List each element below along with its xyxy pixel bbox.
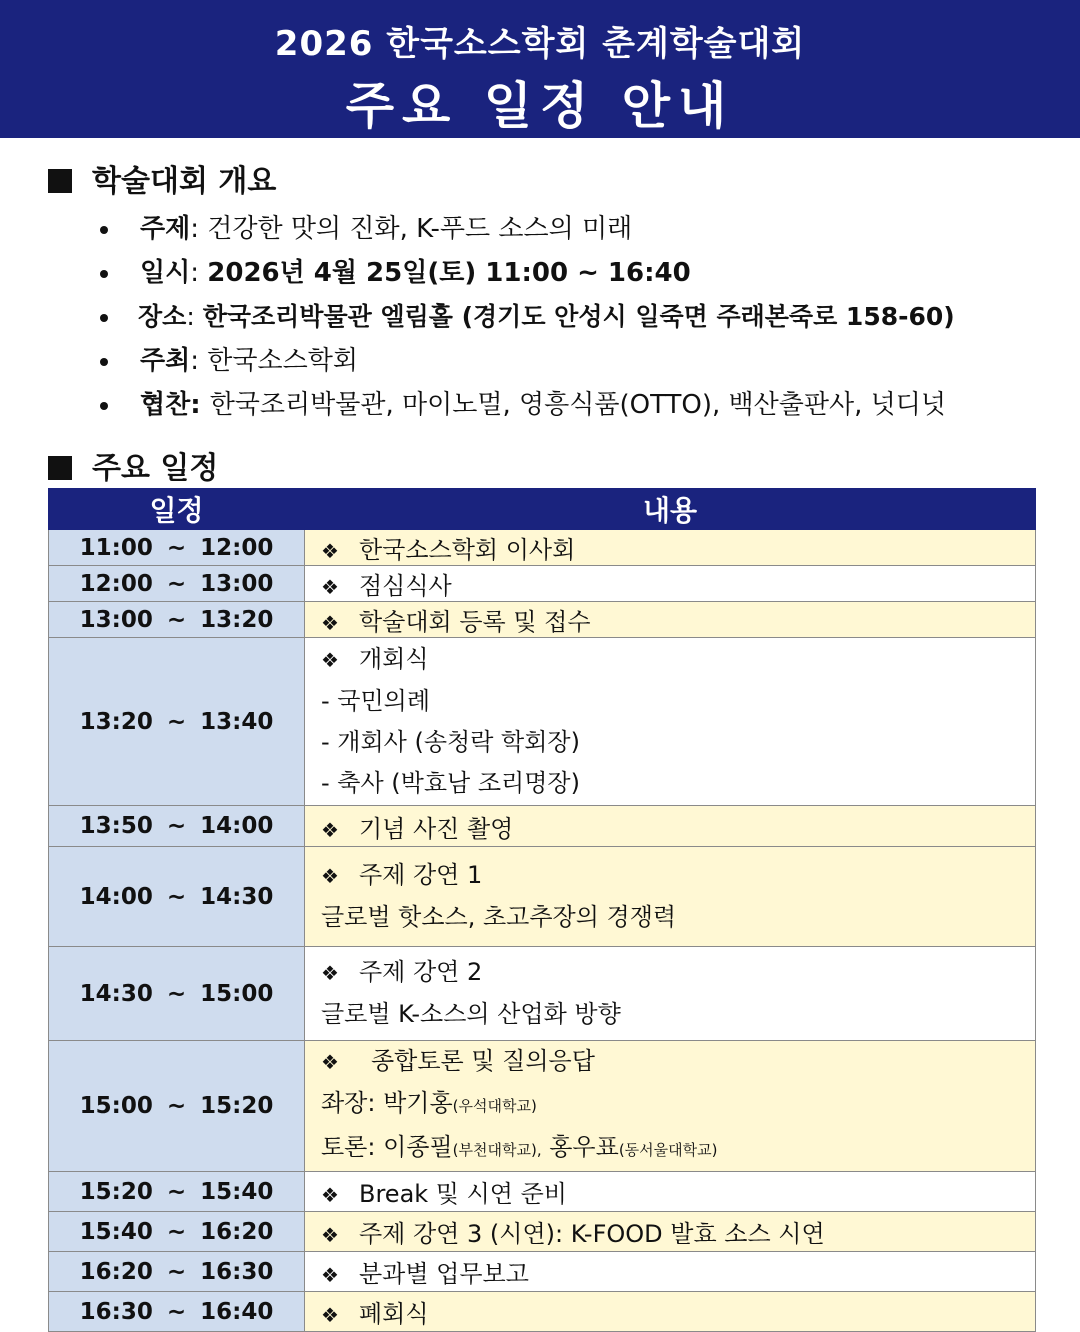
section-schedule-heading [48,443,218,487]
time-cell [49,847,305,947]
table-row [49,1212,1036,1252]
table-header-row [49,489,1036,530]
end-time: 12:00 [200,534,274,561]
time-cell [49,806,305,847]
bullet-icon [100,358,108,366]
datetime-value: 2026년 4월 25일(토) 11:00 ~ 16:40 [207,258,691,288]
time-cell [49,530,305,566]
event-title: 2026 한국소스학회 춘계학술대회 [274,24,806,64]
start-time: 14:30 [79,980,153,1007]
content-cell [305,947,1036,1041]
diamond-bullet-icon: ❖ [321,1050,339,1074]
tilde-separator: ~ [166,1178,187,1205]
session-title: 학술대회 등록 및 접수 [359,608,591,636]
session-title: 점심식사 [359,572,452,600]
time-cell [49,1041,305,1172]
panelist-name: 이종필 [383,1133,453,1161]
end-time: 15:40 [200,1178,274,1205]
content-cell [305,1252,1036,1292]
session-title: 한국소스학회 이사회 [359,536,576,564]
tilde-separator: ~ [166,708,187,735]
content-cell [305,806,1036,847]
content-cell [305,602,1036,638]
tilde-separator: ~ [166,1298,187,1325]
session-detail-line: - 국민의례 [321,687,431,715]
start-time: 14:00 [79,883,153,910]
end-time: 15:00 [200,980,274,1007]
tilde-separator: ~ [166,1093,187,1119]
tilde-separator: ~ [166,1258,187,1285]
venue-value: 한국조리박물관 엘림홀 (경기도 안성시 일죽면 주래본죽로 158-60) [202,302,955,331]
start-time: 15:00 [79,1093,153,1119]
time-cell [49,566,305,602]
end-time: 15:20 [200,1093,274,1119]
diamond-bullet-icon: ❖ [321,539,339,563]
start-time: 16:20 [79,1258,153,1285]
time-cell [49,602,305,638]
start-time: 11:00 [79,534,153,561]
bullet-icon [100,226,108,234]
square-bullet-icon [48,169,72,193]
session-detail-line: - 축사 (박효남 조리명장) [321,769,580,797]
chair-name: 박기홍 [383,1089,453,1117]
host-value: 한국소스학회 [207,346,358,376]
time-cell [49,638,305,806]
tilde-separator: ~ [166,980,187,1007]
diamond-bullet-icon: ❖ [321,961,339,985]
diamond-bullet-icon: ❖ [321,648,339,672]
session-title: 폐회식 [359,1300,429,1328]
time-cell [49,1172,305,1212]
tilde-separator: ~ [166,1218,187,1245]
time-cell [49,1252,305,1292]
session-detail-line: - 개회사 (송청락 학회장) [321,728,580,756]
diamond-bullet-icon: ❖ [321,1183,339,1207]
venue-label: 장소 [138,302,187,331]
content-cell [305,1212,1036,1252]
table-row [49,1252,1036,1292]
schedule-table [48,488,1036,1332]
start-time: 13:50 [79,813,153,839]
theme-value: 건강한 맛의 진화, K-푸드 소스의 미래 [207,214,633,244]
session-detail-line: 글로벌 핫소스, 초고추장의 경쟁력 [321,903,677,931]
content-cell [305,566,1036,602]
end-time: 16:30 [200,1258,274,1285]
session-detail-line: 글로벌 K-소스의 산업화 방향 [321,1000,621,1028]
theme-label: 주제 [140,214,191,244]
bullet-icon [100,402,108,410]
tilde-separator: ~ [166,534,187,561]
section-overview-heading [48,156,276,200]
time-cell [49,1212,305,1252]
session-title: 분과별 업무보고 [359,1260,529,1288]
panel-line [321,1127,1035,1171]
table-row [49,638,1036,806]
section-schedule-label: 주요 일정 [92,451,219,486]
start-time: 15:20 [79,1178,153,1205]
panel-label: 토론: [321,1133,376,1161]
diamond-bullet-icon: ❖ [321,1303,339,1327]
end-time: 14:30 [200,883,274,910]
square-bullet-icon [48,456,72,480]
table-row [49,530,1036,566]
diamond-bullet-icon: ❖ [321,1263,339,1287]
start-time: 16:30 [79,1298,153,1325]
content-cell [305,1041,1036,1172]
session-title: Break 및 시연 준비 [359,1180,567,1208]
tilde-separator: ~ [166,570,187,597]
content-cell [305,1172,1036,1212]
end-time: 13:20 [200,606,274,633]
end-time: 13:00 [200,570,274,597]
table-row [49,847,1036,947]
panelist-affiliation: (동서울대학교) [618,1141,718,1159]
table-row [49,602,1036,638]
sponsor-label: 협찬 [140,390,191,420]
diamond-bullet-icon: ❖ [321,611,339,635]
time-cell [49,947,305,1041]
tilde-separator: ~ [166,813,187,839]
diamond-bullet-icon: ❖ [321,864,339,888]
sponsor-value: 한국조리박물관, 마이노멀, 영흥식품(OTTO), 백산출판사, 넛디넛 [209,390,946,420]
tilde-separator: ~ [166,606,187,633]
session-title: 주제 강연 1 [359,861,483,889]
start-time: 15:40 [79,1218,153,1245]
session-title: 기념 사진 촬영 [359,814,514,843]
section-overview-label: 학술대회 개요 [92,164,277,199]
start-time: 13:20 [79,708,153,735]
table-row [49,806,1036,847]
header-banner [0,0,1080,138]
session-title: 주제 강연 2 [359,958,483,986]
end-time: 16:40 [200,1298,274,1325]
diamond-bullet-icon: ❖ [321,575,339,599]
page-title: 주요 일정 안내 [345,77,735,135]
end-time: 16:20 [200,1218,274,1245]
bullet-icon [100,270,108,278]
session-title: 개회식 [359,645,429,673]
panelist-name: 홍우표 [549,1133,619,1161]
chair-label: 좌장: [321,1089,376,1117]
start-time: 13:00 [79,606,153,633]
end-time: 13:40 [200,708,274,735]
chair-affiliation: (우석대학교) [452,1097,537,1115]
content-cell [305,530,1036,566]
table-row [49,566,1036,602]
diamond-bullet-icon: ❖ [321,1223,339,1247]
datetime-label: 일시 [140,258,191,288]
start-time: 12:00 [79,570,153,597]
session-title: 종합토론 및 질의응답 [371,1047,595,1075]
bullet-icon [100,314,108,322]
table-row [49,1041,1036,1172]
chair-line [321,1083,1035,1127]
table-row [49,947,1036,1041]
column-header-content: 내용 [305,489,1036,530]
column-header-time: 일정 [49,489,305,530]
content-cell [305,847,1036,947]
diamond-bullet-icon: ❖ [321,817,339,842]
end-time: 14:00 [200,813,274,839]
session-title: 주제 강연 3 (시연): K-FOOD 발효 소스 시연 [359,1220,825,1248]
panelist-affiliation: (부천대학교), [452,1141,542,1159]
table-row [49,1172,1036,1212]
content-cell [305,638,1036,806]
host-label: 주최 [140,346,191,376]
tilde-separator: ~ [166,883,187,910]
